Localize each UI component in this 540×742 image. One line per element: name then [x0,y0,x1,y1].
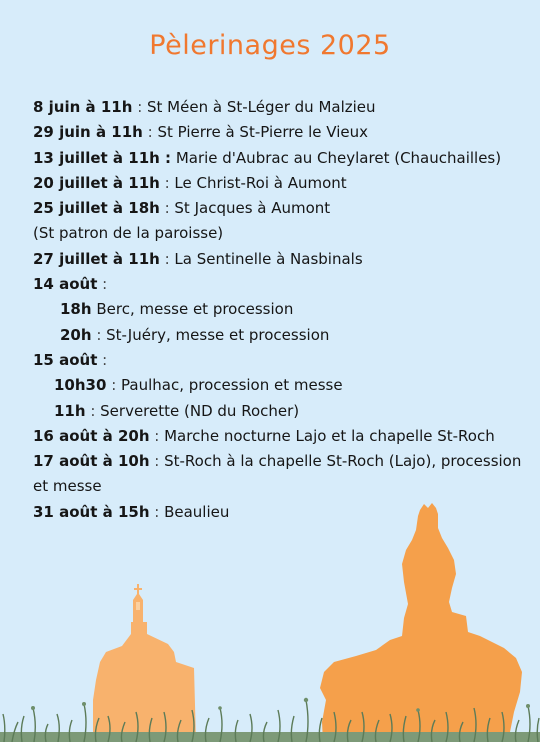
event-separator: : [159,249,175,268]
event-text: St Méen à St-Léger du Malzieu [147,98,376,116]
event-text: Le Christ-Roi à Aumont [174,173,347,192]
event-time: 18h [60,300,92,319]
page-title: Pèlerinages 2025 [149,30,391,61]
event-text: St Pierre à St-Pierre le Vieux [157,123,368,142]
event-separator: : [97,350,108,369]
event-text: Marie d'Aubrac au Cheylaret (Chauchailles) [175,148,502,167]
event-date: 8 juin à 11h [33,98,133,116]
event-separator: : [159,173,175,192]
event-date: 31 août à 15h [33,502,150,521]
event-separator: : [149,426,165,445]
event-separator: : [149,502,165,521]
event-text: Serverette (ND du Rocher) [100,401,300,420]
event-text: St Jacques à Aumont [174,199,331,218]
event-date: 20 juillet à 11h [33,173,160,192]
statue-illustration [320,503,522,742]
event-date: 16 août à 20h [33,426,150,445]
event-text: St-Juéry, messe et procession [106,325,330,344]
event-text: Paulhac, procession et messe [121,376,343,395]
event-date: 25 juillet à 18h [33,199,160,218]
event-date: 13 juillet à 11h : [33,148,172,167]
event-date: 14 août [33,275,98,294]
event-separator: : [142,123,158,142]
event-separator: : [91,325,107,344]
event-separator: : [149,452,165,471]
event-note-text: (St patron de la paroisse) [33,224,224,243]
event-date: 27 juillet à 11h [33,249,160,268]
event-text: Marche nocturne Lajo et la chapelle St-Roch [164,426,495,445]
event-time: 11h [54,401,86,420]
event-date: 17 août à 10h [33,452,150,471]
event-date: 15 août [33,350,98,369]
event-text: St-Roch à la chapelle St-Roch (Lajo), procession et messe [33,452,522,496]
event-separator: : [97,275,108,294]
event-time: 10h30 [54,376,107,395]
event-text: Berc, messe et procession [96,300,294,319]
event-separator: : [106,376,122,395]
event-separator: : [132,98,148,116]
event-text: La Sentinelle à Nasbinals [174,249,363,268]
event-separator: : [159,199,175,218]
event-date: 29 juin à 11h [33,123,143,142]
event-separator: : [85,401,101,420]
event-time: 20h [60,325,92,344]
event-text: Beaulieu [164,502,230,521]
